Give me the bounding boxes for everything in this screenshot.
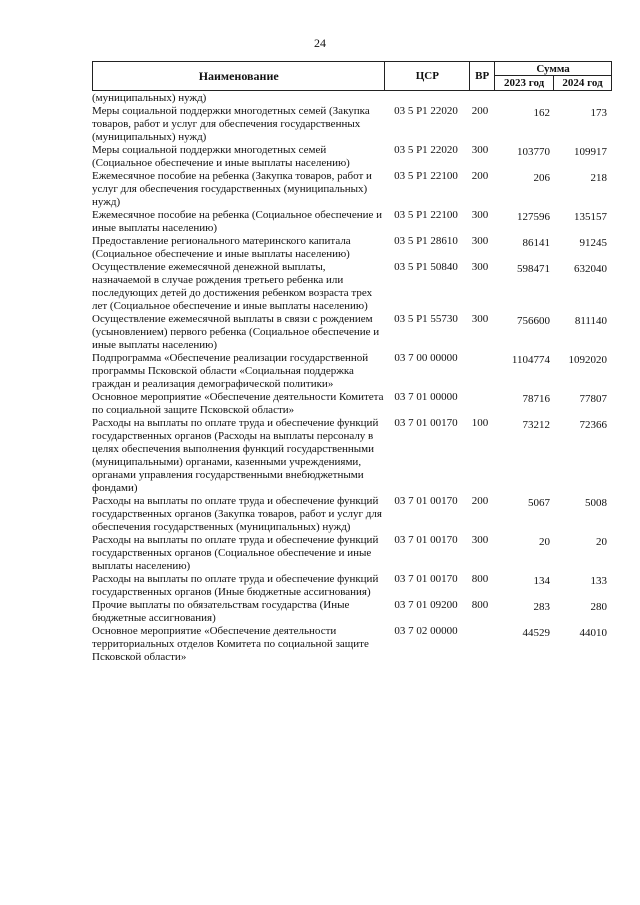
row-csr: 03 5 P1 22020	[394, 105, 458, 117]
row-sum-2024: 20	[596, 536, 607, 548]
table-row	[92, 495, 612, 534]
row-name: Осуществление ежемесячной выплаты в связи с рождением (усыновлением) первого ребенка (Социальное обеспечение и иные выплаты населению)	[92, 313, 380, 351]
row-csr: 03 5 P1 50840	[394, 261, 458, 273]
row-sum-2024: 133	[590, 575, 607, 587]
row-csr: 03 7 01 09200	[394, 599, 458, 611]
row-sum-2023: 5067	[528, 497, 550, 509]
row-sum-2023: 206	[533, 172, 550, 184]
row-csr: 03 5 P1 22100	[394, 209, 458, 221]
table-row	[92, 105, 612, 144]
row-name: Расходы на выплаты по оплате труда и обеспечение функций государственных органов (Иные бюджетные ассигнования)	[92, 573, 379, 598]
row-sum-2023: 162	[533, 107, 550, 119]
row-name: Меры социальной поддержки многодетных семей (Закупка товаров, работ и услуг для обеспечения государственных (муниципальных) нужд)	[92, 105, 370, 143]
row-name: Прочие выплаты по обязательствам государства (Иные бюджетные ассигнования)	[92, 599, 350, 624]
table-row	[92, 417, 612, 495]
row-sum-2024: 632040	[574, 263, 607, 275]
table-row	[92, 313, 612, 352]
header-year-2024: 2024 год	[554, 76, 612, 91]
row-sum-2023: 86141	[522, 237, 550, 249]
row-sum-2024: 218	[590, 172, 607, 184]
page-number: 24	[314, 36, 326, 50]
row-sum-2023: 756600	[517, 315, 550, 327]
row-csr: 03 7 01 00170	[394, 417, 458, 429]
row-sum-2024: 77807	[579, 393, 607, 405]
table-row	[92, 391, 612, 417]
row-sum-2024: 173	[590, 107, 607, 119]
row-sum-2023: 598471	[517, 263, 550, 275]
row-sum-2023: 73212	[522, 419, 550, 431]
table-row	[92, 235, 612, 261]
row-name: Ежемесячное пособие на ребенка (Закупка товаров, работ и услуг для обеспечения государственных (муниципальных) нужд)	[92, 170, 372, 208]
table-row	[92, 352, 612, 391]
row-name: Осуществление ежемесячной денежной выплаты, назначаемой в случае рождения третьего ребенка или последующих детей до достижения ребенком возраста трех лет (Социальное обеспечение и иные выплаты населению)	[92, 261, 373, 312]
row-name: Ежемесячное пособие на ребенка (Социальное обеспечение и иные выплаты населению)	[92, 209, 382, 234]
row-sum-2024: 5008	[585, 497, 607, 509]
row-vr: 300	[471, 209, 489, 221]
row-name: (муниципальных) нужд)	[92, 92, 207, 104]
row-name: Основное мероприятие «Обеспечение деятельности Комитета по социальной защите Псковской области»	[92, 391, 384, 416]
row-name: Расходы на выплаты по оплате труда и обеспечение функций государственных органов (Расходы на выплаты персоналу в целях обеспечения выполнения функций государственными (муниципальными) органами, казенными учреждениями, органами управления государственными внебюджетными фондами)	[92, 417, 379, 494]
row-sum-2024: 280	[590, 601, 607, 613]
row-csr: 03 7 01 00170	[394, 534, 458, 546]
row-sum-2024: 109917	[574, 146, 607, 158]
header-vr: ВР	[470, 62, 495, 91]
budget-table-body	[92, 92, 612, 664]
row-vr: 300	[471, 144, 489, 156]
row-vr: 300	[471, 534, 489, 546]
row-vr: 300	[471, 261, 489, 273]
table-header	[92, 61, 612, 91]
row-csr: 03 7 01 00170	[394, 495, 458, 507]
table-row	[92, 170, 612, 209]
table-row	[92, 599, 612, 625]
row-csr: 03 5 P1 55730	[394, 313, 458, 325]
row-csr: 03 5 P1 22100	[394, 170, 458, 182]
table-row	[92, 534, 612, 573]
row-name: Предоставление регионального материнского капитала (Социальное обеспечение и иные выплаты населению)	[92, 235, 351, 260]
table-row	[92, 261, 612, 313]
row-csr: 03 7 02 00000	[394, 625, 458, 637]
table-row	[92, 144, 612, 170]
row-vr: 200	[471, 495, 489, 507]
row-vr: 200	[471, 105, 489, 117]
row-vr: 300	[471, 235, 489, 247]
row-vr: 300	[471, 313, 489, 325]
row-name: Расходы на выплаты по оплате труда и обеспечение функций государственных органов (Социальное обеспечение и иные выплаты населению)	[92, 534, 379, 572]
row-sum-2023: 20	[539, 536, 550, 548]
row-vr: 100	[471, 417, 489, 429]
row-name: Меры социальной поддержки многодетных семей (Социальное обеспечение и иные выплаты населению)	[92, 144, 350, 169]
row-csr: 03 7 01 00170	[394, 573, 458, 585]
header-name: Наименование	[93, 62, 385, 91]
row-sum-2023: 103770	[517, 146, 550, 158]
row-vr: 800	[471, 599, 489, 611]
row-sum-2024: 811140	[574, 315, 607, 327]
row-name: Подпрограмма «Обеспечение реализации государственной программы Псковской области «Социальная поддержка граждан и реализация демографической политики»	[92, 352, 369, 390]
row-csr: 03 7 01 00000	[394, 391, 458, 403]
row-sum-2024: 135157	[574, 211, 607, 223]
row-sum-2024: 44010	[579, 627, 607, 639]
table-row	[92, 92, 612, 105]
header-year-2023: 2023 год	[495, 76, 554, 91]
row-sum-2024: 91245	[579, 237, 607, 249]
row-vr: 200	[471, 170, 489, 182]
row-sum-2023: 127596	[517, 211, 550, 223]
row-csr: 03 7 00 00000	[394, 352, 458, 364]
row-sum-2023: 134	[533, 575, 550, 587]
table-row	[92, 625, 612, 664]
row-sum-2024: 72366	[579, 419, 607, 431]
row-sum-2023: 78716	[522, 393, 550, 405]
header-sum: Сумма	[495, 62, 612, 76]
row-sum-2024: 1092020	[568, 354, 607, 366]
row-sum-2023: 44529	[522, 627, 550, 639]
table-row	[92, 573, 612, 599]
row-sum-2023: 283	[533, 601, 550, 613]
header-csr: ЦСР	[385, 62, 470, 91]
row-name: Расходы на выплаты по оплате труда и обеспечение функций государственных органов (Закупка товаров, работ и услуг для обеспечения государственных (муниципальных) нужд)	[92, 495, 382, 533]
row-csr: 03 5 P1 22020	[394, 144, 458, 156]
row-csr: 03 5 P1 28610	[394, 235, 458, 247]
row-vr: 800	[471, 573, 489, 585]
row-name: Основное мероприятие «Обеспечение деятельности территориальных отделов Комитета по социальной защите Псковской области»	[92, 625, 369, 663]
table-row	[92, 209, 612, 235]
row-sum-2023: 1104774	[511, 354, 550, 366]
